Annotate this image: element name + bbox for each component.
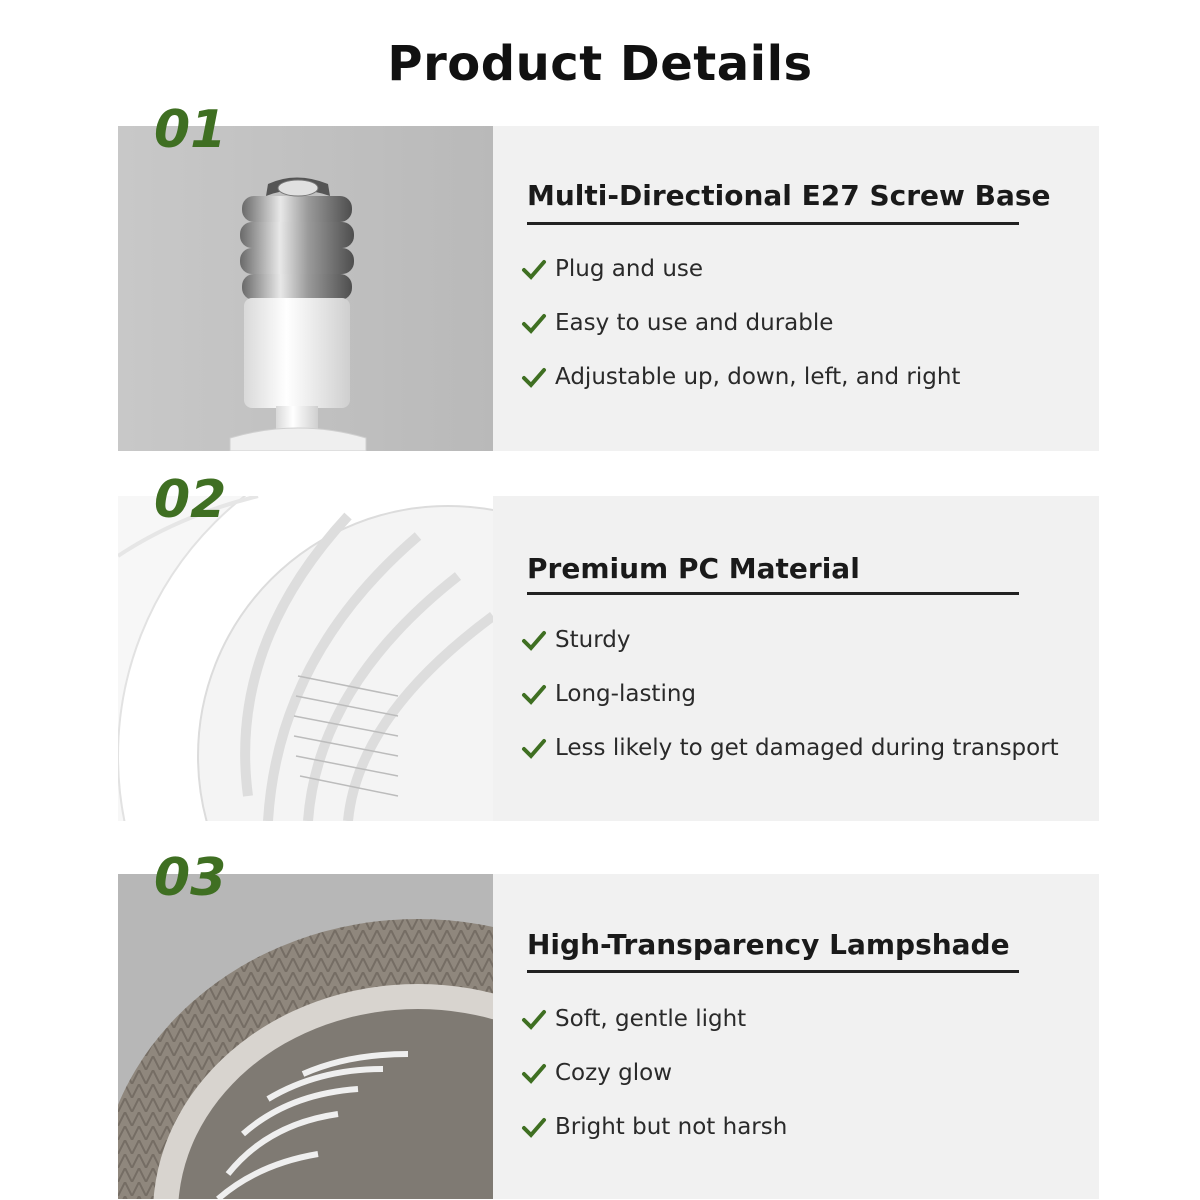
check-icon — [521, 681, 547, 707]
section-heading: Multi-Directional E27 Screw Base — [527, 179, 1051, 212]
list-item — [521, 1100, 787, 1154]
section-number: 02 — [154, 470, 227, 530]
list-item — [521, 721, 1059, 775]
detail-section-01 — [118, 100, 1099, 451]
lampshade-photo — [118, 874, 493, 1199]
feature-text: Sturdy — [555, 627, 631, 653]
list-item — [521, 1046, 787, 1100]
list-item — [521, 613, 1059, 667]
detail-section-02 — [118, 470, 1099, 821]
feature-text: Less likely to get damaged during transport — [555, 735, 1059, 761]
check-icon — [521, 364, 547, 390]
section-number: 03 — [154, 848, 227, 908]
list-item — [521, 667, 1059, 721]
feature-text: Easy to use and durable — [555, 310, 834, 336]
section-heading: High-Transparency Lampshade — [527, 928, 1010, 961]
e27-screw-base-photo — [118, 126, 493, 451]
check-icon — [521, 627, 547, 653]
page-title: Product Details — [387, 36, 813, 92]
check-icon — [521, 1006, 547, 1032]
check-icon — [521, 256, 547, 282]
fan-blades-photo — [118, 496, 493, 821]
heading-underline — [527, 970, 1019, 973]
feature-list — [521, 242, 960, 404]
feature-list — [521, 613, 1059, 775]
check-icon — [521, 1060, 547, 1086]
section-heading: Premium PC Material — [527, 552, 860, 585]
list-item — [521, 242, 960, 296]
heading-underline — [527, 592, 1019, 595]
feature-text: Long-lasting — [555, 681, 697, 707]
feature-text: Cozy glow — [555, 1060, 672, 1086]
feature-list — [521, 992, 787, 1154]
check-icon — [521, 1114, 547, 1140]
heading-underline — [527, 222, 1019, 225]
feature-text: Bright but not harsh — [555, 1114, 788, 1140]
list-item — [521, 350, 960, 404]
list-item — [521, 992, 787, 1046]
feature-text: Adjustable up, down, left, and right — [555, 364, 961, 390]
section-number: 01 — [154, 100, 227, 160]
feature-text: Plug and use — [555, 256, 704, 282]
detail-section-03 — [118, 848, 1099, 1199]
list-item — [521, 296, 960, 350]
check-icon — [521, 735, 547, 761]
check-icon — [521, 310, 547, 336]
feature-text: Soft, gentle light — [555, 1006, 747, 1032]
